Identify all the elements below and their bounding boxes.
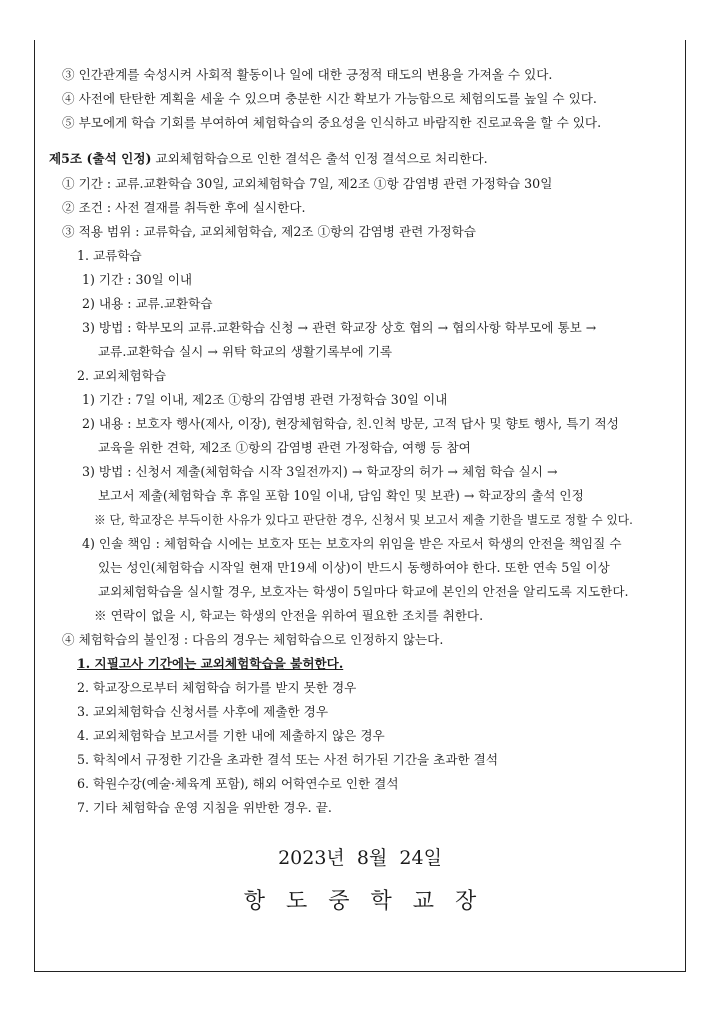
field-title: 2. 교외체험학습: [77, 368, 167, 383]
purpose-item-4: ④ 사전에 탄탄한 계획을 세울 수 있으며 충분한 시간 확보가 가능함으로 체험의도를 높일 수 있다.: [62, 91, 597, 106]
not-allowed-item: 3. 교외체험학습 신청서를 사후에 제출한 경우: [77, 704, 329, 719]
condition-clause: ② 조건 : 사전 결재를 취득한 후에 실시한다.: [62, 200, 306, 215]
field-content: 2) 내용 : 보호자 행사(제사, 이장), 현장체험학습, 친.인척 방문, 고적 답사 및 향토 행사, 특기 적성: [82, 416, 619, 431]
field-period: 1) 기간 : 7일 이내, 제2조 ①항의 감염병 관련 가정학습 30일 이내: [82, 392, 448, 407]
exchange-method: 3) 방법 : 학부모의 교류.교환학습 신청 → 관련 학교장 상호 협의 → 협의사항 학부모에 통보 →: [82, 320, 597, 335]
not-allowed-item: 4. 교외체험학습 보고서를 기한 내에 제출하지 않은 경우: [77, 728, 385, 743]
article-5-heading: 제5조 (출석 인정): [49, 151, 152, 166]
field-escort: 4) 인솔 책임 : 체험학습 시에는 보호자 또는 보호자의 위임을 받은 자로서 학생의 안전을 책임질 수: [82, 536, 622, 551]
field-method: 3) 방법 : 신청서 제출(체험학습 시작 3일전까지) → 학교장의 허가 → 체험 학습 실시 →: [82, 464, 558, 479]
article-5-text: 교외체험학습으로 인한 결석은 출석 인정 결석으로 처리한다.: [151, 151, 488, 166]
article-5-line: [49, 151, 488, 167]
field-method-note: ※ 단, 학교장은 부득이한 사유가 있다고 판단한 경우, 신청서 및 보고서 제출 기한을 별도로 정할 수 있다.: [94, 513, 633, 527]
not-allowed-item: 1. 지필고사 기간에는 교외체험학습을 불허한다.: [77, 656, 344, 671]
field-method-cont: 보고서 제출(체험학습 후 휴일 포함 10일 이내, 담임 확인 및 보관) → 학교장의 출석 인정: [98, 488, 584, 503]
document-date: 2023년 8월 24일: [278, 847, 442, 869]
period-clause: ① 기간 : 교류.교환학습 30일, 교외체험학습 7일, 제2조 ①항 감염병 관련 가정학습 30일: [62, 176, 553, 191]
not-allowed-item: 7. 기타 체험학습 운영 지침을 위반한 경우. 끝.: [77, 800, 332, 815]
principal-signature: 항도중학교장: [243, 889, 498, 914]
exchange-method-cont: 교류.교환학습 실시 → 위탁 학교의 생활기록부에 기록: [98, 344, 393, 359]
exchange-period: 1) 기간 : 30일 이내: [82, 272, 193, 287]
not-allowed-item: 6. 학원수강(예술·체육계 포함), 해외 어학연수로 인한 결석: [77, 776, 399, 791]
field-escort-note: ※ 연락이 없을 시, 학교는 학생의 안전을 위하여 필요한 조치를 취한다.: [94, 608, 484, 623]
exchange-content: 2) 내용 : 교류.교환학습: [82, 296, 213, 311]
field-escort-cont-1: 있는 성인(체험학습 시작일 현재 만19세 이상)이 반드시 동행하여야 한다. 또한 연속 5일 이상: [98, 560, 610, 575]
field-escort-cont-2: 교외체험학습을 실시할 경우, 보호자는 학생이 5일마다 학교에 본인의 안전을 알리도록 지도한다.: [98, 584, 629, 599]
not-allowed-title: ④ 체험학습의 불인정 : 다음의 경우는 체험학습으로 인정하지 않는다.: [62, 632, 444, 647]
not-allowed-item: 5. 학칙에서 규정한 기간을 초과한 결석 또는 사전 허가된 기간을 초과한 결석: [77, 752, 499, 767]
exchange-title: 1. 교류학습: [77, 248, 142, 263]
scope-clause: ③ 적용 범위 : 교류학습, 교외체험학습, 제2조 ①항의 감염병 관련 가정학습: [62, 224, 476, 239]
purpose-item-5: ⑤ 부모에게 학습 기회를 부여하여 체험학습의 중요성을 인식하고 바람직한 진로교육을 할 수 있다.: [62, 115, 602, 130]
field-content-cont: 교육을 위한 견학, 제2조 ①항의 감염병 관련 가정학습, 여행 등 참여: [98, 440, 471, 455]
not-allowed-item: 2. 학교장으로부터 체험학습 허가를 받지 못한 경우: [77, 680, 357, 695]
purpose-item-3: ③ 인간관계를 숙성시켜 사회적 활동이나 일에 대한 긍정적 태도의 변용을 가져올 수 있다.: [62, 67, 553, 82]
